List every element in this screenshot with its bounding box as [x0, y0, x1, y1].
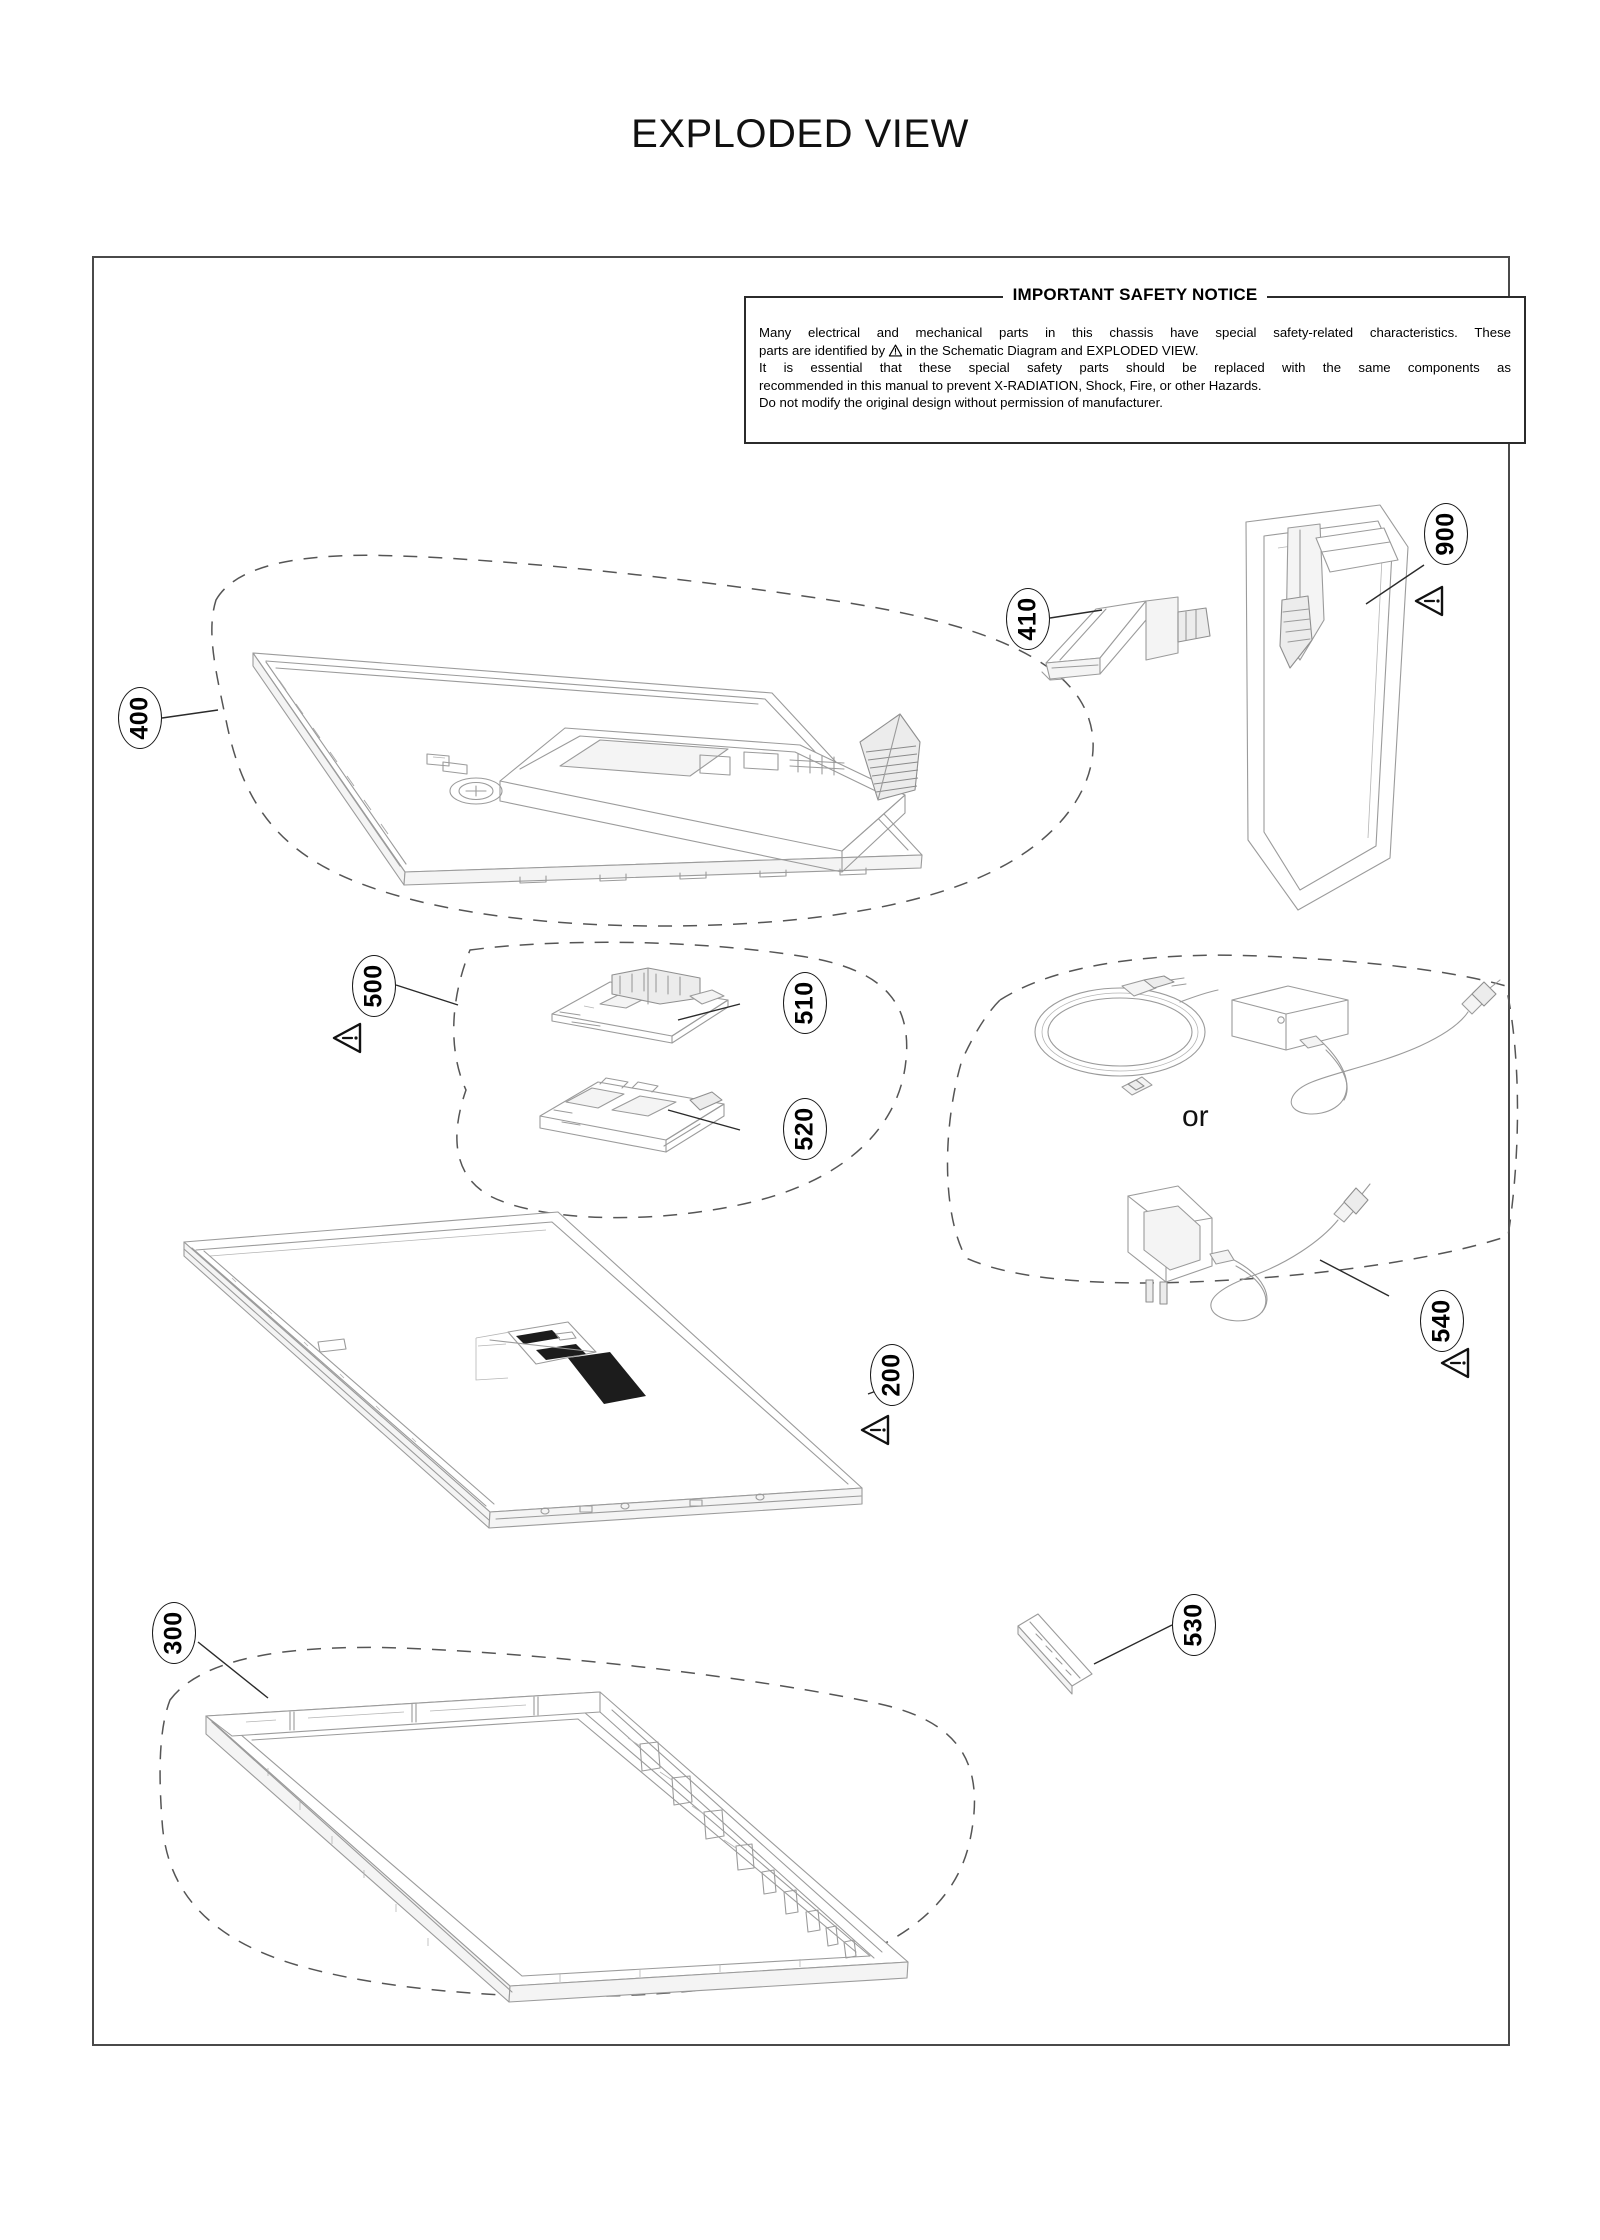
callout-200[interactable] — [870, 1344, 914, 1406]
safety-line-3: It is essential that these special safety parts should be replaced with the same components as — [759, 360, 1511, 376]
safety-line-2-wrap — [759, 342, 1511, 360]
callout-400-label: 400 — [125, 696, 154, 740]
safety-line-1: Many electrical and mechanical parts in this chassis have special safety-related characteristics. These — [759, 325, 1511, 340]
callout-200-label: 200 — [877, 1353, 906, 1397]
callout-530[interactable] — [1172, 1594, 1216, 1656]
safety-line-5: Do not modify the original design without permission of manufacturer. — [759, 395, 1163, 411]
page-title: EXPLODED VIEW — [631, 112, 969, 156]
safety-warning-icon-900 — [1412, 583, 1448, 619]
callout-510[interactable] — [783, 972, 827, 1034]
safety-line-4: recommended in this manual to prevent X-RADIATION, Shock, Fire, or other Hazards. — [759, 377, 1262, 393]
safety-notice-heading: IMPORTANT SAFETY NOTICE — [1003, 285, 1268, 305]
callout-500[interactable] — [352, 955, 396, 1017]
safety-warning-icon-500 — [330, 1020, 366, 1056]
important-safety-notice-box — [744, 285, 1526, 444]
alternative-option-label: or — [1182, 1100, 1209, 1133]
callout-520-label: 520 — [790, 1107, 819, 1151]
callout-500-label: 500 — [359, 964, 388, 1008]
callout-400[interactable] — [118, 687, 162, 749]
callout-510-label: 510 — [790, 981, 819, 1025]
safety-notice-body — [746, 298, 1524, 412]
callout-300-label: 300 — [159, 1611, 188, 1655]
warning-triangle-icon — [888, 344, 903, 357]
callout-300[interactable] — [152, 1602, 196, 1664]
callout-520[interactable] — [783, 1098, 827, 1160]
safety-line-2b: in the Schematic Diagram and EXPLODED VIEW. — [906, 342, 1199, 358]
callout-540[interactable] — [1420, 1290, 1464, 1352]
safety-line-2a: parts are identified by — [759, 342, 886, 358]
callout-900[interactable] — [1424, 503, 1468, 565]
callout-530-label: 530 — [1179, 1603, 1208, 1647]
callout-900-label: 900 — [1431, 512, 1460, 556]
callout-540-label: 540 — [1427, 1299, 1456, 1343]
safety-warning-icon-200 — [858, 1412, 894, 1448]
safety-warning-icon-540 — [1438, 1345, 1474, 1381]
callout-410[interactable] — [1006, 588, 1050, 650]
callout-410-label: 410 — [1013, 597, 1042, 641]
